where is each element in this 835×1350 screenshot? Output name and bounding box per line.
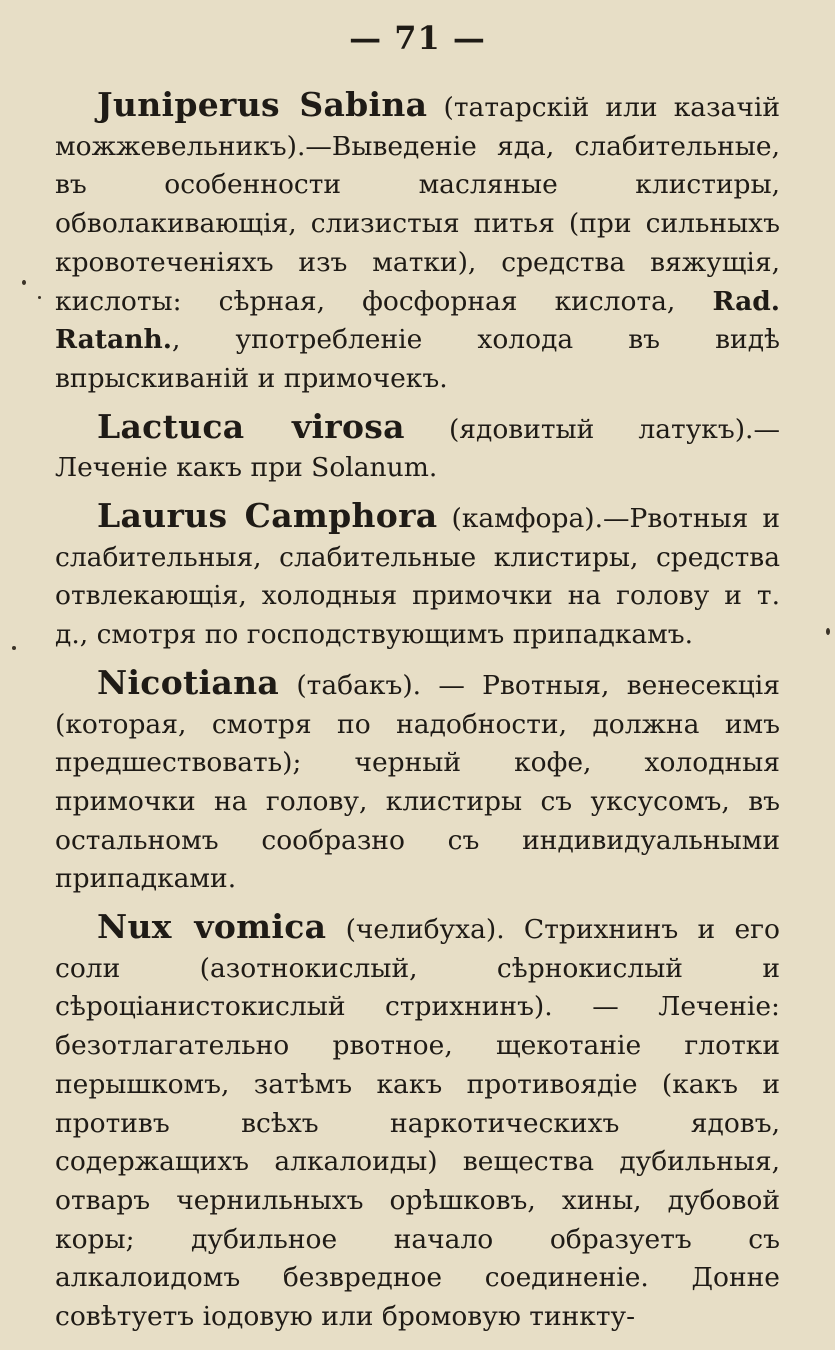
entry-term: Lactuca virosa: [97, 406, 405, 446]
latin-ratanh: Ratanh.: [55, 324, 172, 356]
entry-text: (табакъ). — Рвотныя, венесекція (которая, смотря по надобности, должна имъ предшествовать); черный кофе, холодныя примочки на голову, клистиры съ уксусомъ, въ остальномъ сообразно съ индивидуальными припадками.: [55, 669, 780, 895]
entry-term: Juniperus Sabina: [97, 85, 428, 124]
entry-juniperus-sabina: [55, 86, 780, 399]
latin-rad: Rad.: [712, 285, 780, 317]
entry-text: (челибуха). Стрихнинъ и его соли (азотнокислый, сѣрнокислый и сѣроціанистокислый стрихнинъ). — Леченіе: безотлагательно рвотное, щекотаніе глотки перышкомъ, затѣмъ какъ противоядіе (какъ и противъ всѣхъ наркотическихъ ядовъ, содержащихъ алкалоиды) вещества дубильныя, отваръ чернильныхъ орѣшковъ, хины, дубовой коры; дубильное начало образуетъ съ алкалоидомъ безвредное соединеніе. Донне совѣтуетъ іодовую или бромовую тинкту-: [55, 914, 780, 1333]
entry-text: (ядовитый латукъ).—Леченіе какъ при: [55, 413, 780, 484]
entry-laurus-camphora: [55, 497, 780, 655]
entry-text: (камфора).—Рвотныя и слабительныя, слабительные клистиры, средства отвлекающія, холодныя примочки на голову и т. д., смотря по господствующимъ припадкамъ.: [55, 503, 780, 651]
entry-nux-vomica: [55, 908, 780, 1337]
ink-speck: [22, 280, 26, 285]
page-number: — 71 —: [349, 19, 486, 57]
ink-speck: [826, 628, 830, 635]
latin-solanum: Solanum: [311, 452, 429, 484]
entry-text-end: .: [428, 452, 438, 484]
entry-text-end: , употребленіе холода въ видѣ впрыскиваній и примочекъ.: [55, 324, 780, 394]
entry-nicotiana: [55, 664, 780, 899]
ink-speck: [38, 296, 41, 299]
entry-term: Nux vomica: [97, 907, 327, 947]
entry-term: Nicotiana: [97, 662, 280, 702]
entry-lactuca-virosa: [55, 408, 780, 488]
ink-speck: [12, 646, 16, 650]
entry-term: Laurus Camphora: [97, 496, 438, 536]
entry-text: (татарскій или казачій можжевельникъ).—Выведеніе яда, слабительные, въ особенности масляные клистиры, обволакивающія, слизистыя питья (при сильныхъ кровотеченіяхъ изъ матки), средства вяжущія, кислоты: сѣрная, фосфорная кислота,: [55, 92, 780, 317]
